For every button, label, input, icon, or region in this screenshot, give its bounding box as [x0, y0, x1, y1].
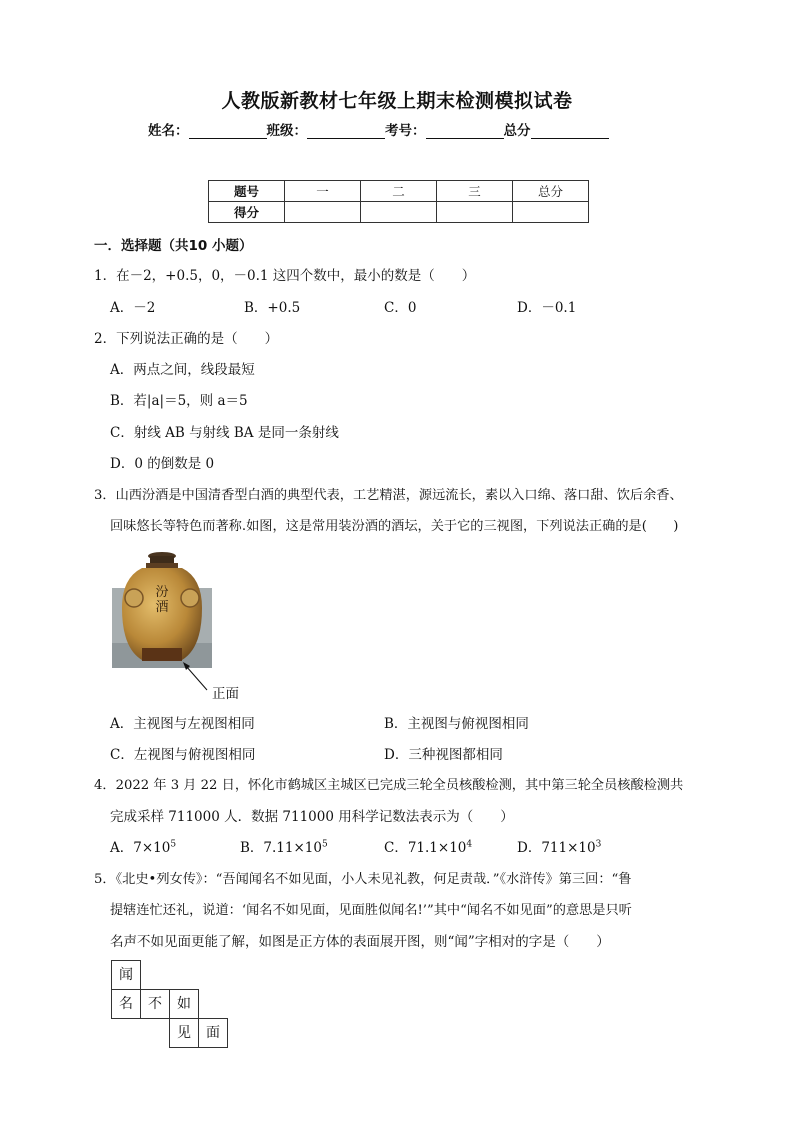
id-label: 考号： — [385, 123, 426, 139]
question-3-option-b: B．主视图与俯视图相同 — [384, 716, 529, 732]
question-4-option-d: D．$711\times 10^3$ — [517, 839, 602, 856]
question-1-option-a: A．－2 — [110, 300, 156, 316]
score-cell — [285, 202, 361, 223]
score-header-cell: 总分 — [513, 181, 589, 202]
question-2-option-c: C．射线 AB 与射线 BA 是同一条射线 — [110, 425, 339, 441]
section-heading: 一．选择题（共10 小题） — [94, 238, 253, 254]
class-blank — [307, 124, 385, 139]
question-4-stem-line2: 完成采样 711000 人．数据 711000 用科学记数法表示为（ ） — [110, 809, 514, 825]
id-blank — [426, 124, 504, 139]
question-4-stem-line1: 4．2022 年 3 月 22 日，怀化市鹤城区主城区已完成三轮全员核酸检测，其中第三轮全员核酸检测共 — [94, 778, 684, 793]
question-2-stem: 2．下列说法正确的是（ ） — [94, 331, 279, 347]
score-header-cell: 二 — [361, 181, 437, 202]
class-label: 班级： — [266, 123, 307, 139]
score-header-cell: 三 — [437, 181, 513, 202]
question-2-option-b: B．若|a|＝5，则 a＝5 — [110, 393, 248, 409]
question-3-option-d: D．三种视图都相同 — [384, 747, 503, 763]
score-header-cell: 题号 — [209, 181, 285, 202]
score-header-cell: 一 — [285, 181, 361, 202]
cube-net-cell: 如 — [169, 989, 199, 1019]
score-cell — [437, 202, 513, 223]
question-1-option-d: D．－0.1 — [517, 300, 577, 316]
wine-jar-image — [112, 548, 212, 668]
cube-net-cell: 名 — [111, 989, 141, 1019]
question-5-stem-line2: 提辖连忙还礼，说道：‘闻名不如见面，见面胜似闻名!’”其中“闻名不如见面”的意思是只听 — [110, 903, 632, 918]
question-2-option-a: A．两点之间，线段最短 — [110, 362, 255, 378]
score-cell — [361, 202, 437, 223]
jar-label-char-1: 汾酒 — [155, 585, 169, 615]
score-row-label: 得分 — [209, 202, 285, 223]
cube-net-cell: 面 — [198, 1018, 228, 1048]
name-blank — [189, 124, 267, 139]
question-1-option-c: C．0 — [384, 300, 417, 316]
total-label: 总分 — [503, 123, 531, 139]
score-table-score-row — [209, 202, 589, 223]
question-4-option-c: C．$71.1\times 10^4$ — [384, 839, 473, 856]
question-3-option-a: A．主视图与左视图相同 — [110, 716, 255, 732]
question-3-stem-line2: 回味悠长等特色而著称.如图，这是常用装汾酒的酒坛，关于它的三视图，下列说法正确的是( ) — [110, 519, 679, 534]
question-5-stem-line1: 5．《北史•列女传》：“吾闻闻名不如见面，小人未见礼教，何足责哉．”《水浒传》第三回：“鲁 — [94, 872, 632, 887]
question-4-option-b: B．$7.11\times 10^5$ — [240, 839, 328, 856]
student-info-line — [148, 119, 609, 139]
score-table — [208, 180, 589, 223]
exam-title: 人教版新教材七年级上期末检测模拟试卷 — [221, 90, 573, 112]
question-3-stem-line1: 3．山西汾酒是中国清香型白酒的典型代表，工艺精湛，源远流长，素以入口绵、落口甜、饮后余香、 — [94, 488, 683, 503]
question-4-option-a: A．$7\times 10^5$ — [110, 839, 177, 856]
question-5-stem-line3: 名声不如见面更能了解，如图是正方体的表面展开图，则“闻”字相对的字是（ ） — [110, 934, 610, 950]
cube-net-cell: 见 — [169, 1018, 199, 1048]
score-cell — [513, 202, 589, 223]
front-view-caption: 正面 — [212, 686, 239, 702]
name-label: 姓名： — [148, 123, 189, 139]
question-1-stem: 1．在－2，+0.5，0，－0.1 这四个数中，最小的数是（ ） — [94, 268, 476, 284]
question-1-option-b: B．+0.5 — [244, 300, 301, 316]
question-3-option-c: C．左视图与俯视图相同 — [110, 747, 256, 763]
cube-net-cell: 闻 — [111, 960, 141, 990]
pointer-arrow — [180, 660, 210, 692]
cube-net-cell: 不 — [140, 989, 170, 1019]
score-table-header-row — [209, 181, 589, 202]
question-2-option-d: D．0 的倒数是 0 — [110, 456, 215, 472]
total-blank — [531, 124, 609, 139]
